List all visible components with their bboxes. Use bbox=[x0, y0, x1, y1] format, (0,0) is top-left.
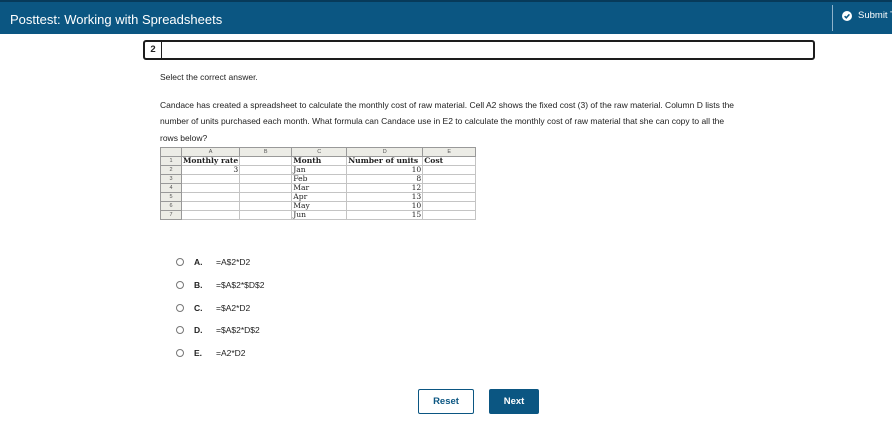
table-cell bbox=[423, 166, 476, 175]
instruction-text: Select the correct answer. bbox=[160, 72, 258, 82]
column-header: B bbox=[240, 148, 292, 157]
table-cell: Mar bbox=[292, 184, 347, 193]
question-text-line: Candace has created a spreadsheet to calculate the monthly cost of raw material. Cell A2 shows the fixed cost (3) of the raw material. Column D lists the bbox=[160, 100, 735, 110]
radio-button[interactable] bbox=[176, 349, 184, 357]
table-row bbox=[161, 184, 476, 193]
table-cell bbox=[240, 157, 292, 166]
radio-button[interactable] bbox=[176, 258, 184, 266]
table-cell: Month bbox=[292, 157, 347, 166]
table-cell bbox=[182, 202, 240, 211]
table-cell bbox=[423, 175, 476, 184]
table-cell bbox=[423, 211, 476, 220]
column-header: E bbox=[423, 148, 476, 157]
radio-button[interactable] bbox=[176, 304, 184, 312]
question-text-line: rows below? bbox=[160, 133, 208, 143]
table-cell bbox=[182, 211, 240, 220]
option-letter: E. bbox=[194, 348, 203, 358]
table-row bbox=[161, 211, 476, 220]
page-title: Posttest: Working with Spreadsheets bbox=[10, 12, 223, 27]
table-cell: 8 bbox=[347, 175, 423, 184]
header-divider bbox=[832, 5, 833, 31]
option-letter: A. bbox=[194, 257, 203, 267]
table-cell bbox=[182, 193, 240, 202]
column-header: A bbox=[182, 148, 240, 157]
question-text-line: number of units purchased each month. What formula can Candace use in E2 to calculate the monthly cost of raw material that she can copy to all the bbox=[160, 116, 725, 126]
table-cell: Jun bbox=[292, 211, 347, 220]
row-number: 6 bbox=[161, 202, 182, 211]
table-cell: Feb bbox=[292, 175, 347, 184]
table-cell bbox=[423, 193, 476, 202]
table-cell bbox=[240, 211, 292, 220]
option-letter: B. bbox=[194, 280, 203, 290]
row-number: 2 bbox=[161, 166, 182, 175]
table-cell bbox=[182, 184, 240, 193]
column-header: D bbox=[347, 148, 423, 157]
table-cell bbox=[240, 202, 292, 211]
option-letter: C. bbox=[194, 303, 203, 313]
table-cell: Number of units bbox=[347, 157, 423, 166]
option-letter: D. bbox=[194, 325, 203, 335]
radio-button[interactable] bbox=[176, 281, 184, 289]
table-cell: Cost bbox=[423, 157, 476, 166]
table-cell: Apr bbox=[292, 193, 347, 202]
table-cell: 10 bbox=[347, 202, 423, 211]
row-number: 4 bbox=[161, 184, 182, 193]
answer-option-a[interactable] bbox=[176, 257, 250, 267]
table-cell bbox=[240, 193, 292, 202]
spreadsheet-image bbox=[160, 147, 476, 220]
table-cell: 15 bbox=[347, 211, 423, 220]
row-number: 5 bbox=[161, 193, 182, 202]
table-cell: 10 bbox=[347, 166, 423, 175]
table-cell: 13 bbox=[347, 193, 423, 202]
table-cell bbox=[240, 166, 292, 175]
table-row bbox=[161, 157, 476, 166]
table-cell bbox=[240, 184, 292, 193]
table-cell: 3 bbox=[182, 166, 240, 175]
question-number: 2 bbox=[145, 42, 162, 58]
submit-test-button[interactable] bbox=[842, 10, 896, 21]
option-text: =$A2*D2 bbox=[216, 303, 251, 313]
question-bar bbox=[143, 40, 815, 60]
check-circle-icon bbox=[842, 11, 852, 21]
column-header: C bbox=[292, 148, 347, 157]
table-cell bbox=[240, 175, 292, 184]
option-text: =$A$2*D$2 bbox=[216, 325, 260, 335]
table-cell bbox=[423, 184, 476, 193]
table-row bbox=[161, 202, 476, 211]
answer-option-d[interactable] bbox=[176, 325, 260, 335]
answer-option-b[interactable] bbox=[176, 280, 264, 290]
answer-option-e[interactable] bbox=[176, 348, 246, 358]
option-text: =A$2*D2 bbox=[216, 257, 251, 267]
table-cell bbox=[423, 202, 476, 211]
table-row bbox=[161, 193, 476, 202]
option-text: =A2*D2 bbox=[216, 348, 246, 358]
corner-cell bbox=[161, 148, 182, 157]
reset-button[interactable]: Reset bbox=[418, 389, 474, 414]
submit-label: Submit T bbox=[858, 10, 896, 21]
row-number: 7 bbox=[161, 211, 182, 220]
top-bar bbox=[0, 0, 896, 34]
row-number: 3 bbox=[161, 175, 182, 184]
radio-button[interactable] bbox=[176, 326, 184, 334]
table-cell: Monthly rate bbox=[183, 156, 239, 165]
table-cell: 12 bbox=[347, 184, 423, 193]
table-cell: May bbox=[292, 202, 347, 211]
answer-option-c[interactable] bbox=[176, 303, 250, 313]
next-button[interactable]: Next bbox=[489, 389, 539, 414]
table-row bbox=[161, 166, 476, 175]
table-cell: Jan bbox=[292, 166, 347, 175]
table-row bbox=[161, 175, 476, 184]
table-cell bbox=[182, 175, 240, 184]
row-number: 1 bbox=[161, 157, 182, 166]
option-text: =$A$2*$D$2 bbox=[216, 280, 265, 290]
